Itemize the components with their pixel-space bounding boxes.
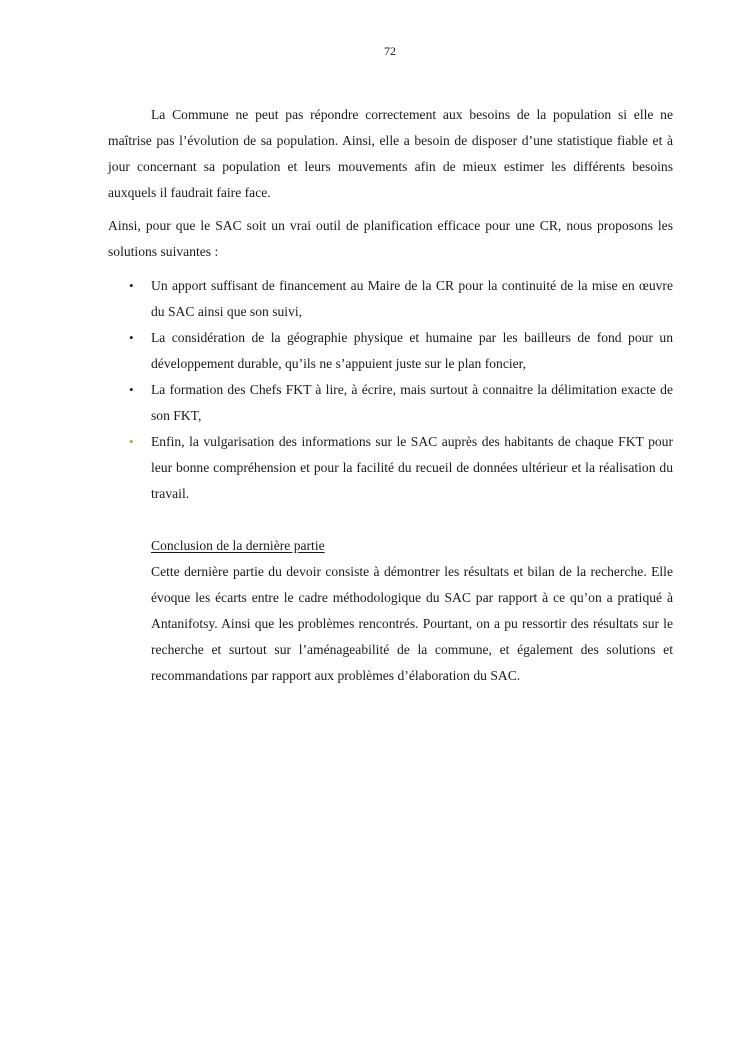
page-number: 72: [384, 44, 396, 58]
list-item: [108, 377, 673, 429]
list-item: [108, 429, 673, 507]
bullet-icon: •: [129, 434, 134, 449]
conclusion-paragraph: Cette dernière partie du devoir consiste à démontrer les résultats et bilan de la recherche. Elle évoque les écarts entre le cadre méthodologique du SAC par rapport à ce qu’on a pratiqué à Antanifotsy. Ainsi que les problèmes rencontrés. Pourtant, on a pu ressortir des résultats sur le recherche et surtout sur l’aménageabilité de la commune, et également des solutions et recommandations par rapport aux problèmes d’élaboration du SAC.: [151, 564, 673, 683]
document-body: [108, 102, 673, 689]
solutions-intro-paragraph: Ainsi, pour que le SAC soit un vrai outil de planification efficace pour une CR, nous proposons les solutions suivantes :: [108, 218, 673, 259]
list-item-text: Enfin, la vulgarisation des informations sur le SAC auprès des habitants de chaque FKT pour leur bonne compréhension et pour la facilité du recueil de données ultérieur et la réalisation du travail.: [151, 434, 673, 501]
bullet-icon: •: [129, 278, 134, 293]
bullet-icon: •: [129, 330, 134, 345]
bullet-icon: •: [129, 382, 134, 397]
conclusion-section: [108, 533, 673, 689]
list-item-text: La considération de la géographie physique et humaine par les bailleurs de fond pour un développement durable, qu’ils ne s’appuient juste sur le plan foncier,: [151, 330, 673, 371]
list-item: [108, 273, 673, 325]
solutions-list: [108, 273, 673, 507]
list-item: [108, 325, 673, 377]
list-item-text: La formation des Chefs FKT à lire, à écrire, mais surtout à connaitre la délimitation exacte de son FKT,: [151, 382, 673, 423]
intro-paragraph: La Commune ne peut pas répondre correctement aux besoins de la population si elle ne maîtrise pas l’évolution de sa population. Ainsi, elle a besoin de disposer d’une statistique fiable et à jour concernant sa population et leurs mouvements afin de mieux estimer les différents besoins auxquels il faudrait faire face.: [108, 107, 673, 200]
conclusion-heading: Conclusion de la dernière partie: [151, 538, 325, 553]
list-item-text: Un apport suffisant de financement au Maire de la CR pour la continuité de la mise en œuvre du SAC ainsi que son suivi,: [151, 278, 673, 319]
